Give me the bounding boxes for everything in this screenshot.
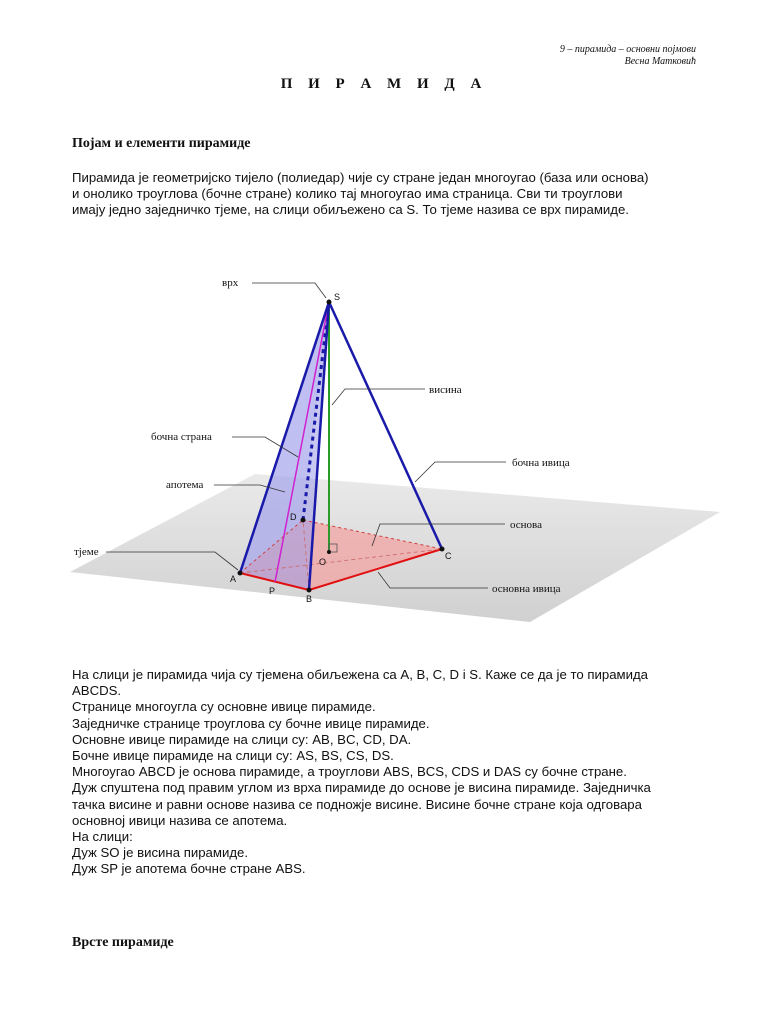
label-O: O bbox=[319, 557, 327, 567]
page-title: П И Р А М И Д А bbox=[280, 76, 488, 92]
paragraph-line: Заједничке странице троуглова су бочне ивице пирамиде. bbox=[72, 715, 430, 731]
paragraph-line: тачка висине и равни основе назива се подножје висине. Висине бочне стране која одговара bbox=[72, 796, 642, 812]
paragraph-line: Пирамида је геометријско тијело (полиедар) чије су стране један многоугао (база или основа) bbox=[72, 170, 649, 185]
paragraph-line: ABCDS. bbox=[72, 683, 122, 699]
vertex-O bbox=[327, 550, 331, 554]
label-base-edge: основна ивица bbox=[492, 583, 561, 595]
section-heading-concept: Појам и елементи пирамиде bbox=[72, 136, 251, 151]
paragraph-line: имају једно заједничко тјеме, на слици обиљежено са S. То тјеме назива се врх пирамиде. bbox=[72, 202, 629, 218]
vertex-C bbox=[440, 547, 445, 552]
paragraph-line: На слици је пирамида чија су тјемена обиљежена са A, B, C, D i S. Каже се да је то пирамида bbox=[72, 667, 648, 682]
paragraph-line: Дуж спуштена под правим углом из врха пирамиде до основе је висина пирамиде. Заједничка bbox=[72, 780, 651, 796]
page-header bbox=[560, 44, 696, 68]
label-lateral-edge: бочна ивица bbox=[512, 457, 570, 469]
label-S: S bbox=[334, 292, 341, 302]
label-vertex: тјеме bbox=[74, 546, 99, 558]
label-apothem: апотема bbox=[166, 479, 204, 491]
label-height: висина bbox=[429, 384, 462, 396]
vertex-D bbox=[301, 518, 306, 523]
vertex-B bbox=[307, 588, 312, 593]
paragraph-line: Основне ивице пирамиде на слици су: AB, BC, CD, DA. bbox=[72, 731, 412, 747]
elements-paragraph bbox=[72, 667, 712, 878]
callout-lateral-edge bbox=[415, 462, 506, 482]
paragraph-line: и онолико троуглова (бочне стране) колико тај многоугао има страница. Сви ти троуглови bbox=[72, 186, 623, 202]
pyramid-diagram bbox=[60, 262, 740, 642]
paragraph-line: Странице многоугла су основне ивице пирамиде. bbox=[72, 699, 376, 715]
header-line-1: 9 – пирамида – основни појмови bbox=[559, 44, 696, 55]
label-P: P bbox=[269, 586, 276, 596]
callout-apex bbox=[252, 283, 326, 298]
label-B: B bbox=[306, 594, 313, 604]
paragraph-line: основној ивици назива се апотема. bbox=[72, 812, 288, 828]
paragraph-line: Дуж SP је апотема бочне стране ABS. bbox=[72, 861, 306, 877]
paragraph-line: Бочне ивице пирамиде на слици су: AS, BS, CS, DS. bbox=[72, 748, 394, 764]
vertex-A bbox=[238, 571, 243, 576]
label-apex: врх bbox=[222, 277, 239, 289]
label-A: A bbox=[230, 574, 237, 584]
label-base: основа bbox=[510, 519, 542, 531]
label-lateral-face: бочна страна bbox=[151, 431, 212, 443]
label-C: C bbox=[445, 551, 452, 561]
header-author: Весна Матковић bbox=[624, 56, 696, 67]
label-D: D bbox=[290, 512, 297, 522]
pyramid-figure bbox=[60, 262, 740, 642]
callout-height bbox=[332, 389, 425, 405]
paragraph-line: Дуж SO је висина пирамиде. bbox=[72, 845, 249, 861]
vertex-S bbox=[327, 300, 332, 305]
intro-paragraph bbox=[72, 170, 712, 219]
paragraph-line: На слици: bbox=[72, 829, 133, 845]
section-heading-types: Врсте пирамиде bbox=[72, 935, 174, 950]
paragraph-line: Многоугао ABCD је основа пирамиде, а троуглови ABS, BCS, CDS и DAS су бочне стране. bbox=[72, 764, 627, 780]
